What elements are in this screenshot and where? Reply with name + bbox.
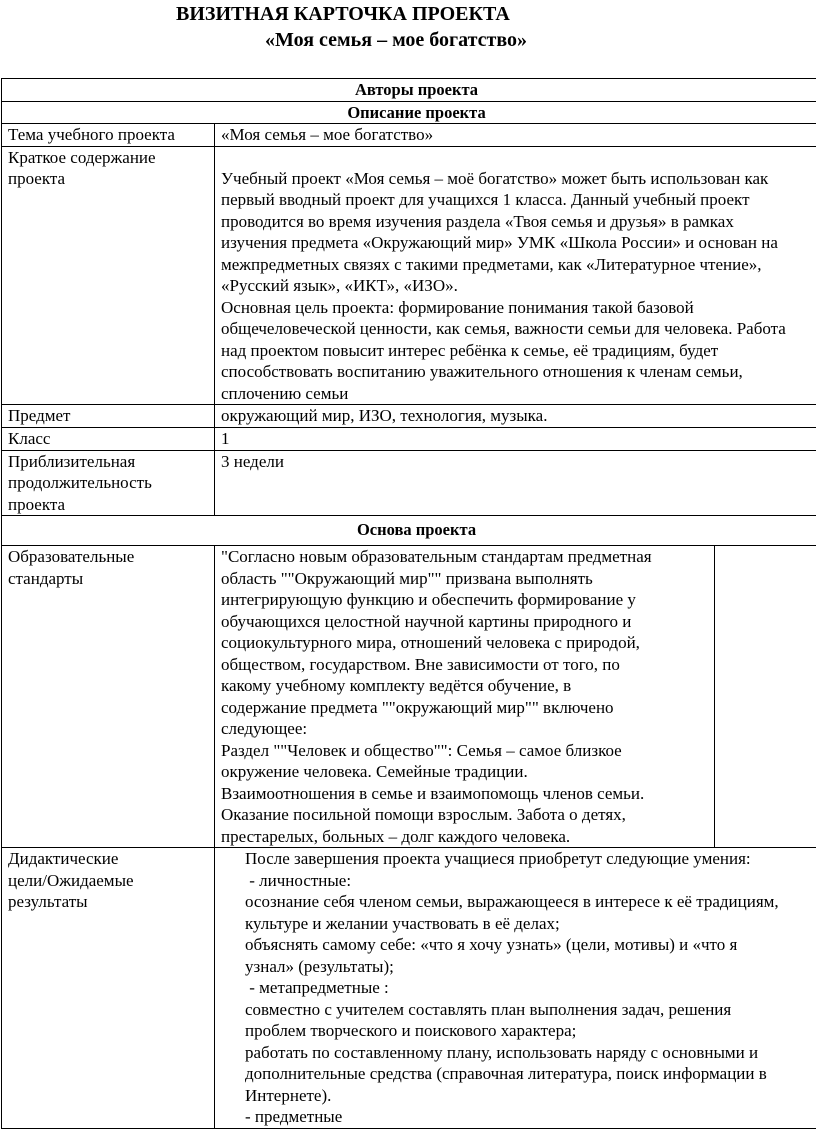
goals-line: узнал» (результаты); — [245, 956, 394, 976]
goals-line: осознание себя членом семьи, выражающееся в интересе к её традициям, — [245, 892, 779, 911]
standards-label — [2, 546, 215, 848]
summary-row — [2, 146, 816, 405]
topic-label: Тема учебного проекта — [2, 124, 215, 147]
goals-label-line: результаты — [8, 892, 88, 911]
standards-line: социокультурного мира, отношений человека с природой, — [221, 633, 640, 652]
topic-value: «Моя семья – мое богатство» — [215, 124, 816, 147]
summary-label — [2, 146, 215, 405]
page-title: ВИЗИТНАЯ КАРТОЧКА ПРОЕКТА — [176, 3, 510, 25]
description-row — [2, 101, 816, 124]
duration-label-line: Приблизительная — [8, 451, 136, 471]
standards-line: "Согласно новым образовательным стандартам предметная — [221, 547, 652, 566]
summary-line: первый вводный проект для учащихся 1 класса. Данный учебный проект — [221, 190, 750, 209]
standards-line: Оказание посильной помощи взрослым. Забота о детях, — [221, 805, 626, 824]
standards-line: какому учебному комплекту ведётся обучение, в — [221, 676, 572, 695]
goals-line: Интернете). — [245, 1085, 332, 1105]
standards-line: обществом, государством. Вне зависимости от того, по — [221, 654, 620, 674]
standards-label-line: стандарты — [8, 568, 84, 588]
goals-line: - личностные: — [245, 870, 352, 890]
standards-text — [215, 546, 715, 848]
standards-line: Раздел ""Человек и общество"": Семья – самое близкое — [221, 740, 622, 760]
summary-label-line: Краткое содержание — [8, 147, 156, 167]
standards-line: Взаимоотношения в семье и взаимопомощь членов семьи. — [221, 783, 645, 803]
standards-line: престарелых, больных – долг каждого человека. — [221, 826, 571, 846]
standards-extra-cell — [715, 546, 816, 848]
summary-line: способствовать воспитанию уважительного отношения к членам семьи, — [221, 362, 743, 381]
goals-line: - предметные — [245, 1107, 343, 1126]
basis-heading: Основа проекта — [2, 516, 816, 546]
duration-label — [2, 450, 215, 516]
goals-line: совместно с учителем составлять план выполнения задач, решения — [245, 999, 732, 1019]
summary-label-line: проекта — [8, 169, 66, 188]
description-heading: Описание проекта — [2, 101, 816, 124]
summary-line: над проектом повысит интерес ребёнка к семье, её традициям, будет — [221, 340, 719, 360]
grade-row — [2, 427, 816, 450]
topic-row — [2, 124, 816, 147]
summary-line: общечеловеческой ценности, как семья, важности семьи для человека. Работа — [221, 319, 786, 338]
duration-label-line: проекта — [8, 494, 66, 514]
summary-line: Учебный проект «Моя семья – моё богатство» может быть использован как — [221, 168, 769, 188]
standards-row — [2, 546, 816, 848]
standards-line: обучающихся целостной научной картины природного и — [221, 611, 632, 631]
summary-line: проводится во время изучения раздела «Твоя семья и друзья» в рамках — [221, 211, 734, 231]
goals-label — [2, 848, 215, 1129]
subject-row — [2, 405, 816, 428]
goals-line: культуре и желании участвовать в её делах; — [245, 913, 560, 933]
authors-heading: Авторы проекта — [2, 79, 816, 102]
summary-line: изучения предмета «Окружающий мир» УМК «Школа России» и основан на — [221, 233, 778, 252]
goals-line: объяснять самому себе: «что я хочу узнать» (цели, мотивы) и «что я — [245, 935, 738, 954]
goals-text — [215, 848, 816, 1129]
basis-row — [2, 516, 816, 546]
standards-line: область ""Окружающий мир"" призвана выполнять — [221, 568, 593, 588]
authors-row — [2, 79, 816, 102]
duration-row — [2, 450, 816, 516]
goals-line: После завершения проекта учащиеся приобретут следующие умения: — [245, 849, 751, 868]
project-card-table — [1, 78, 816, 1129]
goals-line: дополнительные средства (справочная литература, поиск информации в — [245, 1064, 767, 1083]
goals-line: работать по составленному плану, использовать наряду с основными и — [245, 1042, 759, 1062]
goals-line: проблем творческого и поискового характера; — [245, 1021, 577, 1040]
subject-label: Предмет — [2, 405, 215, 428]
page-subtitle: «Моя семья – мое богатство» — [265, 29, 528, 51]
duration-value: 3 недели — [215, 450, 816, 516]
grade-value: 1 — [215, 427, 816, 450]
standards-line: следующее: — [221, 719, 308, 738]
standards-line: содержание предмета ""окружающий мир"" включено — [221, 697, 614, 717]
standards-line: интегрирующую функцию и обеспечить формирование у — [221, 590, 636, 609]
grade-label: Класс — [2, 427, 215, 450]
standards-label-line: Образовательные — [8, 547, 135, 566]
goals-row — [2, 848, 816, 1129]
summary-line: Основная цель проекта: формирование понимания такой базовой — [221, 297, 694, 317]
standards-line: окружение человека. Семейные традиции. — [221, 762, 528, 781]
duration-label-line: продолжительность — [8, 473, 152, 492]
goals-label-line: цели/Ожидаемые — [8, 870, 134, 890]
goals-label-line: Дидактические — [8, 849, 119, 868]
subject-value: окружающий мир, ИЗО, технология, музыка. — [215, 405, 816, 428]
summary-line: «Русский язык», «ИКТ», «ИЗО». — [221, 276, 458, 295]
summary-text — [215, 146, 816, 405]
summary-line: межпредметных связях с такими предметами, как «Литературное чтение», — [221, 254, 762, 274]
goals-line: - метапредметные : — [245, 978, 389, 997]
summary-line: сплочению семьи — [221, 383, 349, 403]
